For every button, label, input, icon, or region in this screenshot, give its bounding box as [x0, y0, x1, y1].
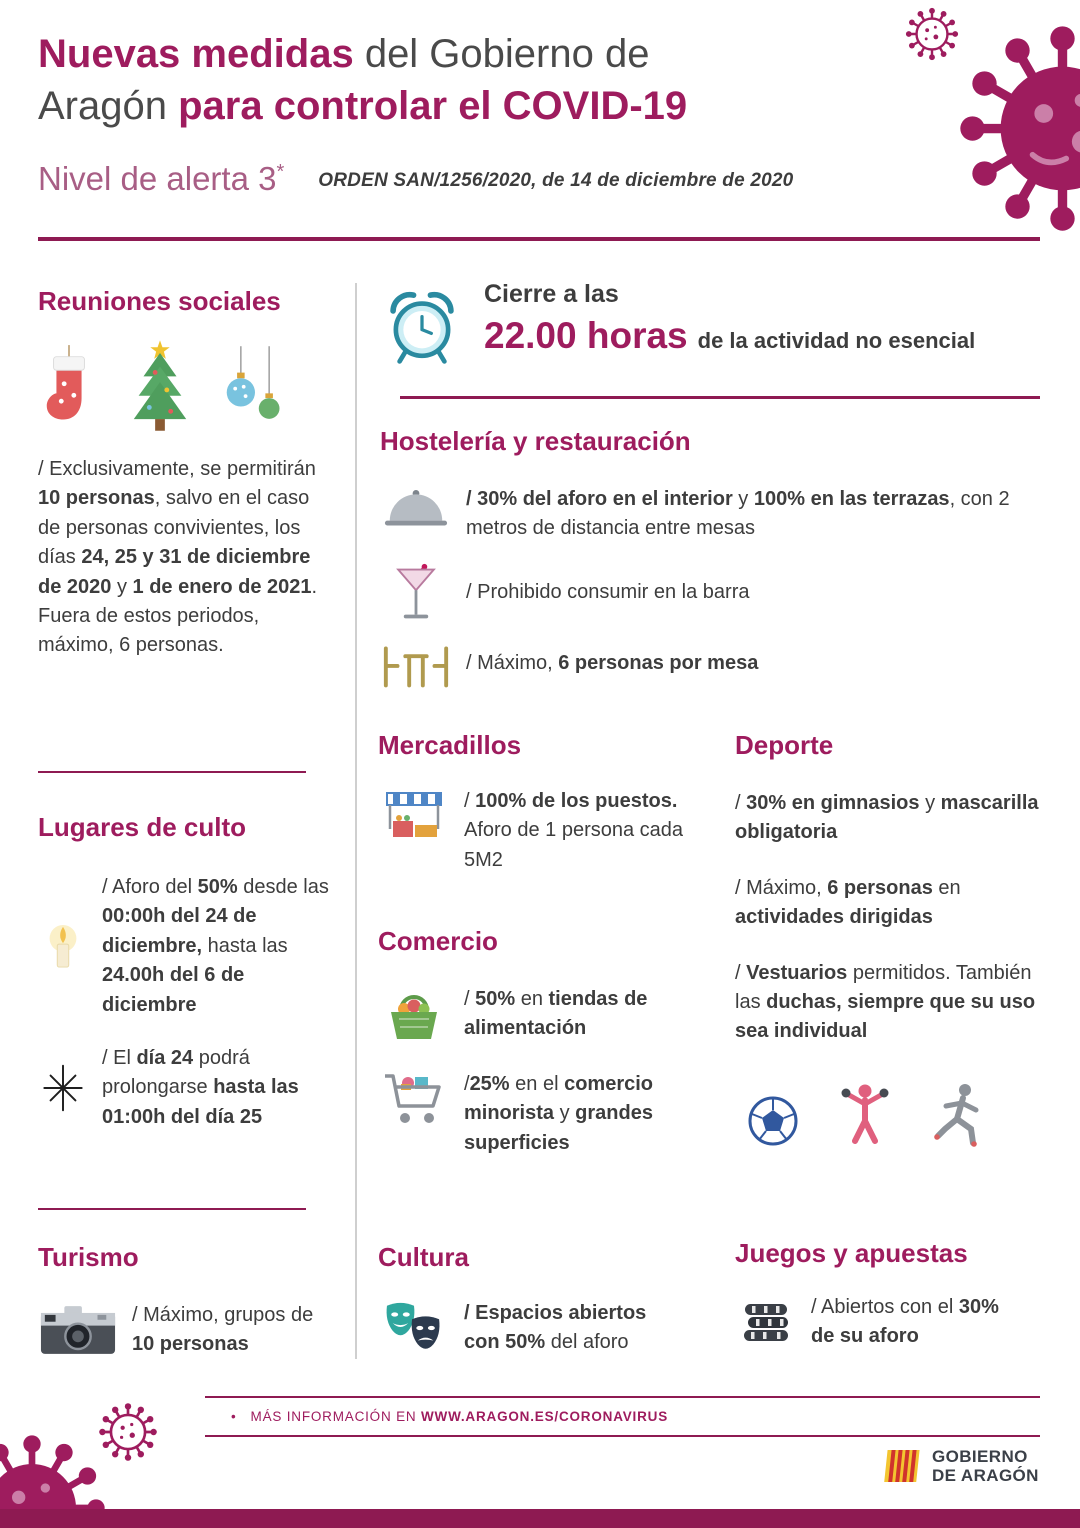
food-basket-icon — [378, 987, 450, 1042]
comercio-item-2-text: /25% en el comercio minorista y grandes superficies — [464, 1072, 654, 1154]
section-turismo — [38, 1242, 348, 1360]
footer-info-text — [231, 1409, 1040, 1424]
juegos-item-text: / Abiertos con el 30% de su aforo — [811, 1296, 999, 1348]
deporte-item-2-text: / Máximo, 6 personas en actividades dirigidas — [735, 876, 961, 929]
section-cultura — [378, 1242, 708, 1358]
closure-text — [484, 280, 975, 357]
deporte-icons-row — [747, 1081, 1055, 1147]
ornaments-icon — [222, 345, 288, 437]
page-title — [38, 28, 868, 132]
market-stall-icon — [378, 787, 450, 845]
christmas-tree-icon — [126, 339, 194, 437]
soccer-ball-icon — [747, 1095, 799, 1147]
logo-line2: DE ARAGÓN — [932, 1466, 1039, 1485]
christmas-stocking-icon — [40, 345, 98, 437]
deporte-item-1-text: / 30% en gimnasios y mascarilla obligatoria — [735, 792, 1039, 844]
section-deporte — [735, 730, 1055, 1147]
section-title: Comercio — [378, 926, 498, 956]
closure-intro: Cierre a las — [484, 280, 619, 308]
alert-row — [38, 160, 878, 198]
section-mercadillos — [378, 730, 698, 875]
section-reuniones-sociales — [38, 286, 338, 661]
logo-text — [932, 1447, 1039, 1485]
comercio-item-2 — [378, 1070, 708, 1158]
page-title-line1: Nuevas medidas del Gobierno de — [38, 32, 650, 76]
aragon-flag-icon — [882, 1446, 922, 1486]
dumbbell-person-icon — [837, 1081, 893, 1147]
section-title: Reuniones sociales — [38, 286, 281, 316]
closure-notice — [380, 280, 1040, 370]
hosteleria-item-1 — [380, 485, 1045, 544]
juegos-item — [735, 1293, 1055, 1352]
section-comercio — [378, 926, 708, 1158]
christmas-icons-row — [40, 339, 338, 437]
footer-info-strip — [205, 1396, 1040, 1437]
deporte-item-3-text: / Vestuarios permitidos. También las duchas, siempre que su uso sea individual — [735, 961, 1036, 1043]
culto-item-1-text: / Aforo del 50% desde las 00:00h del 24 de diciembre, hasta las 24.00h del 6 de diciembre — [102, 876, 329, 1016]
left-divider-1 — [38, 771, 306, 773]
bottom-color-bar — [0, 1509, 1080, 1528]
section-title: Cultura — [378, 1242, 469, 1272]
gobierno-aragon-logo — [882, 1446, 1039, 1486]
camera-icon — [38, 1303, 118, 1357]
culto-item-2 — [38, 1044, 348, 1132]
section-title: Deporte — [735, 730, 834, 760]
turismo-item — [38, 1301, 348, 1360]
section-title: Turismo — [38, 1242, 139, 1272]
shopping-cart-icon — [378, 1070, 450, 1128]
page-title-line2: Aragón para controlar el COVID-19 — [38, 84, 688, 128]
mercadillos-item-text: / 100% de los puestos. Aforo de 1 persona cada 5M2 — [464, 790, 684, 871]
closure-suffix: de la actividad no esencial — [697, 328, 976, 353]
cultura-item — [378, 1299, 708, 1358]
section-juegos — [735, 1238, 1055, 1352]
section-title: Mercadillos — [378, 730, 522, 760]
footer-info-prefix: MÁS INFORMACIÓN EN — [250, 1409, 421, 1424]
alert-level: Nivel de alerta 3* — [38, 160, 285, 197]
section-title: Juegos y apuestas — [735, 1238, 968, 1268]
cloche-icon — [380, 485, 452, 531]
runner-icon — [931, 1081, 985, 1147]
culto-item-2-text: / El día 24 podrá prolongarse hasta las 01:00h del día 25 — [102, 1046, 299, 1128]
column-divider — [355, 283, 357, 1359]
comercio-item-1 — [378, 985, 708, 1044]
hosteleria-item-2 — [380, 562, 1045, 624]
reuniones-body: / Exclusivamente, se permitirán 10 personas, salvo en el caso de personas convivientes, los días 24, 25 y 31 de diciembre de 2020 y 1 de enero de 2021. Fuera de estos periodos, máximo, 6 personas. — [38, 458, 318, 657]
section-lugares-de-culto — [38, 812, 348, 1132]
star-sparkle-icon — [38, 1061, 88, 1115]
logo-line1: GOBIERNO — [932, 1446, 1028, 1466]
alarm-clock-icon — [380, 280, 464, 370]
cultura-item-text: / Espacios abiertos con 50% del aforo — [464, 1302, 647, 1354]
section-title: Hostelería y restauración — [380, 426, 691, 456]
alert-asterisk: * — [276, 161, 285, 183]
theater-masks-icon — [378, 1300, 450, 1356]
footer-bullet: • — [231, 1409, 237, 1424]
table-chairs-icon — [380, 640, 452, 688]
left-divider-2 — [38, 1208, 306, 1210]
comercio-item-1-text: / 50% en tiendas de alimentación — [464, 988, 648, 1040]
section-hosteleria — [380, 426, 1045, 688]
poker-chips-icon — [735, 1296, 797, 1348]
candle-icon — [38, 918, 88, 974]
culto-item-1 — [38, 873, 348, 1020]
footer-info-url: WWW.ARAGON.ES/CORONAVIRUS — [421, 1409, 668, 1424]
section-title: Lugares de culto — [38, 812, 247, 842]
cocktail-icon — [380, 562, 452, 624]
mercadillos-item — [378, 787, 698, 875]
hosteleria-item-1-text: / 30% del aforo en el interior y 100% en las terrazas, con 2 metros de distancia entre mesas — [466, 488, 1010, 540]
closure-divider — [400, 396, 1040, 399]
hosteleria-item-3-text: / Máximo, 6 personas por mesa — [466, 652, 759, 675]
hosteleria-item-3 — [380, 640, 1045, 688]
hosteleria-item-2-text: / Prohibido consumir en la barra — [466, 581, 750, 604]
turismo-item-text: / Máximo, grupos de 10 personas — [132, 1304, 314, 1356]
closure-time: 22.00 horas — [484, 315, 688, 356]
header-divider — [38, 237, 1040, 241]
order-reference: ORDEN SAN/1256/2020, de 14 de diciembre de 2020 — [318, 170, 794, 191]
coronavirus-icon — [950, 16, 1080, 241]
